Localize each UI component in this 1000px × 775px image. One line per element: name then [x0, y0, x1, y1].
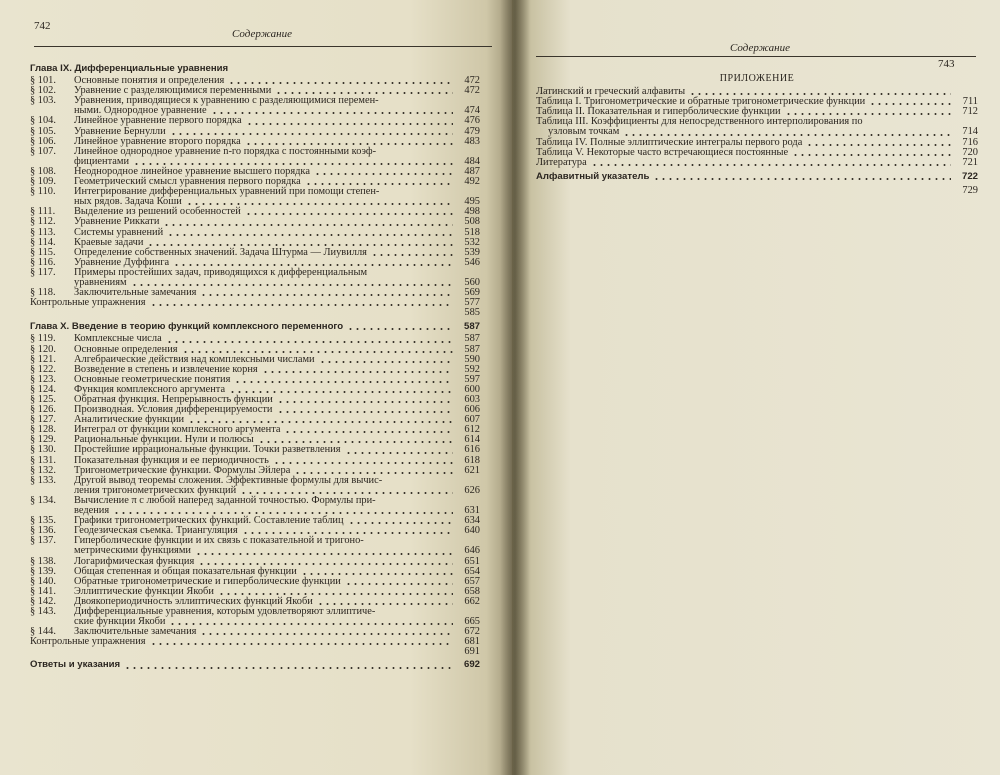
- entry-title: Контрольные упражнения: [30, 297, 146, 309]
- dot-leader: [591, 164, 951, 166]
- section-number: § 123.: [30, 373, 56, 385]
- entry-page: 532: [464, 236, 480, 248]
- entry-title-continued: ными. Однородное уравнение: [74, 105, 207, 117]
- section-number: § 139.: [30, 565, 56, 577]
- entry-title: Краевые задачи: [74, 236, 144, 248]
- dot-leader: [284, 431, 453, 433]
- dot-leader: [218, 593, 453, 595]
- dot-leader: [689, 93, 951, 95]
- section-number: § 135.: [30, 515, 56, 527]
- entry-page: 614: [464, 434, 480, 446]
- right-toc: [536, 74, 978, 196]
- entry-page: 487: [464, 165, 480, 177]
- entry-title: Обратные тригонометрические и гиперболические функции: [74, 575, 341, 587]
- dot-leader: [623, 134, 951, 136]
- entry-page: 672: [464, 626, 480, 638]
- dot-leader: [229, 391, 453, 393]
- dot-leader: [319, 361, 453, 363]
- section-number: § 129.: [30, 434, 56, 446]
- section-number: § 125.: [30, 394, 56, 405]
- section-number: § 111.: [30, 206, 56, 218]
- entry-title: Основные геометрические понятия: [74, 373, 231, 385]
- dot-leader: [163, 224, 453, 226]
- entry-page: 651: [464, 555, 480, 567]
- toc-entry: [536, 158, 978, 168]
- dot-leader: [277, 401, 453, 403]
- dot-leader: [246, 123, 453, 125]
- entry-page: 472: [464, 85, 480, 97]
- toc-entry: [536, 148, 978, 158]
- entry-title: Общая степенная и общая показательная функции: [74, 565, 297, 577]
- dot-leader: [166, 341, 453, 343]
- section-number: § 104.: [30, 115, 56, 127]
- answers-entry: [30, 660, 480, 670]
- answers-title: Ответы и указания: [30, 659, 121, 671]
- dot-leader: [240, 492, 453, 494]
- entry-page: 474: [464, 105, 480, 117]
- entry-title-continued: ных рядов. Задача Коши: [74, 196, 182, 208]
- entry-title: Определение собственных значений. Задача Штурма — Лиувилля: [74, 246, 367, 258]
- dot-leader: [806, 144, 951, 146]
- dot-leader: [317, 603, 453, 605]
- entry-page: 711: [962, 96, 978, 108]
- toc-entry: [30, 496, 480, 516]
- left-page-number: 742: [34, 20, 51, 32]
- entry-title: Латинский и греческий алфавиты: [536, 86, 686, 98]
- entry-page: 597: [464, 373, 480, 385]
- dot-leader: [234, 381, 453, 383]
- right-header-rule: [536, 56, 976, 57]
- entry-title: Таблица II. Показательная и гиперболические функции: [536, 106, 781, 118]
- entry-page: 603: [464, 394, 480, 405]
- entry-page: 634: [464, 515, 480, 527]
- entry-title: Системы уравнений: [74, 226, 164, 238]
- entry-page: 592: [464, 363, 480, 375]
- entry-page: 498: [464, 206, 480, 218]
- appendix-title: ПРИЛОЖЕНИЕ: [719, 73, 795, 84]
- trailing-page-row: [30, 647, 480, 657]
- dot-leader: [147, 244, 453, 246]
- section-number: § 122.: [30, 363, 56, 375]
- section-number: § 140.: [30, 575, 56, 587]
- entry-title: Двоякопериодичность эллиптических функций Якоби: [74, 595, 313, 607]
- toc-entry: [30, 147, 480, 167]
- entry-title: Уравнение Бернулли: [74, 125, 166, 137]
- dot-leader: [262, 371, 453, 373]
- section-number: § 134.: [30, 494, 56, 506]
- dot-leader: [150, 643, 453, 645]
- entry-page: 587: [464, 333, 480, 345]
- dot-leader: [200, 294, 453, 296]
- chapter-heading: Глава IX. Дифференциальные уравнения: [30, 63, 229, 74]
- section-number: § 117.: [30, 266, 56, 278]
- entry-title: Таблица IV. Полные эллиптические интегралы первого рода: [536, 136, 803, 148]
- entry-title: Функция комплексного аргумента: [74, 383, 226, 395]
- chapter-page: 587: [463, 321, 480, 333]
- toc-entry: [30, 268, 480, 288]
- dot-leader: [228, 82, 453, 84]
- dot-leader: [170, 133, 453, 135]
- section-number: § 142.: [30, 595, 56, 607]
- entry-title: Графики тригонометрических функций. Составление таблиц: [74, 515, 344, 527]
- entry-title: Таблица V. Некоторые часто встречающиеся постоянные: [536, 146, 789, 158]
- entry-title: Рациональные функции. Нули и полюсы: [74, 434, 254, 446]
- dot-leader: [150, 304, 453, 306]
- entry-title: Таблица III. Коэффициенты для непосредственного интерполирования по: [536, 116, 863, 128]
- dot-leader: [275, 92, 453, 94]
- entry-page: 721: [962, 156, 978, 168]
- index-page: 722: [961, 170, 978, 182]
- entry-title: Алгебраические действия над комплексными числами: [74, 353, 315, 365]
- section-number: § 130.: [30, 444, 56, 456]
- entry-page: 612: [464, 424, 480, 436]
- entry-page: 484: [464, 155, 480, 167]
- dot-leader: [277, 411, 454, 413]
- entry-title: Линейное уравнение первого порядка: [74, 115, 242, 127]
- answers-page: 692: [463, 659, 480, 671]
- toc-entry: [30, 217, 480, 227]
- entry-title: Простейшие иррациональные функции. Точки разветвления: [74, 444, 341, 456]
- entry-page: 577: [464, 297, 480, 309]
- entry-page: 607: [464, 414, 480, 426]
- entry-title-continued: фициентами: [74, 155, 130, 167]
- dot-leader: [653, 178, 951, 180]
- entry-page: 654: [464, 565, 480, 577]
- entry-title: Комплексные числа: [74, 333, 162, 345]
- toc-entry: [30, 536, 480, 556]
- section-number: § 126.: [30, 404, 56, 416]
- section-number: § 113.: [30, 226, 56, 238]
- section-number: § 143.: [30, 605, 56, 617]
- dot-leader: [186, 203, 453, 205]
- section-number: § 107.: [30, 145, 56, 157]
- entry-title: Контрольные упражнения: [30, 636, 146, 648]
- entry-page: 621: [464, 464, 480, 476]
- toc-entry: [30, 96, 480, 116]
- dot-leader: [345, 583, 453, 585]
- index-entry: [536, 172, 978, 182]
- trailing-page: 729: [962, 184, 978, 196]
- toc-entry: [536, 117, 978, 137]
- entry-title: Логарифмическая функция: [74, 555, 195, 567]
- section-number: § 102.: [30, 85, 56, 97]
- right-running-head: Содержание: [730, 42, 791, 54]
- entry-title: Линейное уравнение второго порядка: [74, 135, 241, 147]
- section-number: § 127.: [30, 414, 56, 426]
- entry-page: 587: [464, 343, 480, 355]
- section-number: § 124.: [30, 383, 56, 395]
- section-number: § 105.: [30, 125, 56, 137]
- dot-leader: [273, 462, 453, 464]
- dot-leader: [169, 623, 453, 625]
- entry-title: Возведение в степень и извлечение корня: [74, 363, 258, 375]
- trailing-page-row: [536, 186, 978, 196]
- section-number: § 119.: [30, 333, 56, 345]
- section-number: § 136.: [30, 525, 56, 537]
- entry-title: Таблица I. Тригонометрические и обратные тригонометрические функции: [536, 96, 866, 108]
- entry-page: 606: [464, 404, 480, 416]
- section-number: § 109.: [30, 176, 56, 188]
- entry-page: 508: [464, 216, 480, 228]
- entry-title: Интеграл от функции комплексного аргумента: [74, 424, 281, 436]
- trailing-page: 585: [464, 307, 480, 319]
- entry-page: 569: [464, 287, 480, 299]
- toc-entry: [30, 637, 480, 647]
- entry-page: 618: [464, 454, 480, 466]
- right-page-number: 743: [938, 58, 955, 70]
- left-running-head: Содержание: [232, 28, 293, 40]
- entry-title-continued: ские функции Якоби: [74, 616, 166, 628]
- dot-leader: [198, 563, 453, 565]
- left-toc: [30, 60, 480, 671]
- entry-page: 640: [464, 525, 480, 537]
- section-number: § 144.: [30, 626, 56, 638]
- entry-page: 560: [464, 276, 480, 288]
- section-number: § 120.: [30, 343, 56, 355]
- trailing-page: 691: [464, 646, 480, 658]
- entry-title: Гиперболические функции и их связь с показательной и тригоно-: [74, 535, 364, 547]
- section-number: § 131.: [30, 454, 56, 466]
- entry-page: 626: [464, 484, 480, 496]
- dot-leader: [294, 472, 453, 474]
- section-number: § 115.: [30, 246, 56, 258]
- entry-title: Тригонометрические функции. Формулы Эйлера: [74, 464, 291, 476]
- entry-title-continued: ления тригонометрических функций: [74, 484, 237, 496]
- section-number: § 141.: [30, 585, 56, 597]
- entry-title: Интегрирование дифференциальных уравнений при помощи степен-: [74, 186, 380, 198]
- entry-page: 590: [464, 353, 480, 365]
- entry-page: 546: [464, 256, 480, 268]
- dot-leader: [371, 254, 453, 256]
- entry-title: Уравнение Риккати: [74, 216, 160, 228]
- dot-leader: [195, 553, 453, 555]
- entry-title: Другой вывод теоремы сложения. Эффективные формулы для вычис-: [74, 474, 383, 486]
- section-number: § 121.: [30, 353, 56, 365]
- entry-page: 658: [464, 585, 480, 597]
- entry-title: Аналитические функции: [74, 414, 185, 426]
- entry-page: 665: [464, 616, 480, 628]
- entry-title: Неоднородное линейное уравнение высшего порядка: [74, 165, 310, 177]
- dot-leader: [792, 154, 951, 156]
- entry-page: 492: [464, 176, 480, 188]
- entry-page: 712: [962, 106, 978, 118]
- section-number: § 112.: [30, 216, 56, 228]
- entry-page: 616: [464, 444, 480, 456]
- dot-leader: [305, 183, 453, 185]
- toc-entry: [30, 187, 480, 207]
- dot-leader: [211, 112, 453, 114]
- entry-title: Геодезическая съемка. Триангуляция: [74, 525, 238, 537]
- entry-title: Основные определения: [74, 343, 178, 355]
- dot-leader: [785, 113, 951, 115]
- chapter-title: [30, 64, 480, 74]
- entry-title-continued: узловым точкам: [548, 126, 620, 138]
- chapter-heading: Глава X. Введение в теорию функций комплексного переменного: [30, 321, 344, 333]
- dot-leader: [124, 667, 453, 669]
- dot-leader: [167, 234, 453, 236]
- dot-leader: [113, 512, 453, 514]
- left-header-rule: [34, 46, 492, 47]
- entry-title-continued: уравнениям: [74, 276, 127, 288]
- right-page: [512, 0, 1000, 775]
- section-number: § 108.: [30, 165, 56, 177]
- entry-title: Литература: [536, 156, 587, 168]
- entry-page: 646: [464, 545, 480, 557]
- section-number: § 106.: [30, 135, 56, 147]
- section-number: § 138.: [30, 555, 56, 567]
- entry-title: Заключительные замечания: [74, 626, 197, 638]
- entry-page: 662: [464, 595, 480, 607]
- entry-page: 600: [464, 383, 480, 395]
- entry-page: 518: [464, 226, 480, 238]
- entry-title: Геометрический смысл уравнения первого порядка: [74, 176, 301, 188]
- entry-page: 716: [962, 136, 978, 148]
- entry-title: Показательная функция и ее периодичность: [74, 454, 269, 466]
- entry-title: Дифференциальные уравнения, которым удовлетворяют эллиптиче-: [74, 605, 376, 617]
- dot-leader: [301, 573, 453, 575]
- entry-title: Заключительные замечания: [74, 287, 197, 299]
- entry-page: 681: [464, 636, 480, 648]
- dot-leader: [133, 163, 453, 165]
- section-number: § 118.: [30, 287, 56, 299]
- entry-title: Уравнения, приводящиеся к уравнению с разделяющимися перемен-: [74, 95, 379, 107]
- section-number: § 116.: [30, 256, 56, 268]
- entry-page: 714: [962, 126, 978, 138]
- section-number: § 132.: [30, 464, 56, 476]
- dot-leader: [347, 328, 453, 330]
- dot-leader: [245, 143, 453, 145]
- section-number: § 110.: [30, 186, 56, 198]
- entry-page: 483: [464, 135, 480, 147]
- trailing-page-row: [30, 308, 480, 318]
- dot-leader: [258, 441, 453, 443]
- index-title: Алфавитный указатель: [536, 170, 650, 182]
- entry-page: 479: [464, 125, 480, 137]
- entry-page: 476: [464, 115, 480, 127]
- dot-leader: [200, 633, 453, 635]
- entry-title: Уравнение Дуффинга: [74, 256, 170, 268]
- section-number: § 128.: [30, 424, 56, 436]
- entry-page: 631: [464, 505, 480, 517]
- entry-title: Производная. Условия дифференцируемости: [74, 404, 273, 416]
- toc-entry: [30, 476, 480, 496]
- entry-title: Основные понятия и определения: [74, 75, 225, 87]
- entry-page: 472: [464, 75, 480, 87]
- toc-entry: [30, 607, 480, 627]
- chapter-title: [30, 322, 480, 332]
- dot-leader: [131, 284, 453, 286]
- section-number: § 133.: [30, 474, 56, 486]
- entry-title: Вычисление π с любой наперед заданной точностью. Формулы при-: [74, 494, 376, 506]
- entry-title: Выделение из решений особенностей: [74, 206, 241, 218]
- entry-page: 720: [962, 146, 978, 158]
- dot-leader: [345, 452, 453, 454]
- dot-leader: [188, 421, 453, 423]
- section-number: § 101.: [30, 75, 56, 87]
- entry-title: Примеры простейших задач, приводящихся к дифференциальным: [74, 266, 368, 278]
- section-number: § 103.: [30, 95, 56, 107]
- entry-page: 657: [464, 575, 480, 587]
- dot-leader: [245, 213, 453, 215]
- dot-leader: [348, 522, 453, 524]
- section-number: § 137.: [30, 535, 56, 547]
- entry-title: Уравнение с разделяющимися переменными: [74, 85, 272, 97]
- toc-entry: [30, 298, 480, 308]
- entry-title: Эллиптические функции Якоби: [74, 585, 214, 597]
- section-number: § 114.: [30, 236, 56, 248]
- entry-title: Обратная функция. Непрерывность функции: [74, 394, 273, 405]
- entry-title-continued: метрическими функциями: [74, 545, 191, 557]
- entry-title: Линейное однородное уравнение n-го порядка с постоянными коэф-: [74, 145, 377, 157]
- dot-leader: [242, 532, 453, 534]
- dot-leader: [314, 173, 453, 175]
- book-gutter: [500, 0, 530, 775]
- entry-page: 495: [464, 196, 480, 208]
- entry-title-continued: ведения: [74, 505, 110, 517]
- dot-leader: [182, 351, 453, 353]
- dot-leader: [869, 103, 951, 105]
- entry-page: 539: [464, 246, 480, 258]
- dot-leader: [173, 264, 453, 266]
